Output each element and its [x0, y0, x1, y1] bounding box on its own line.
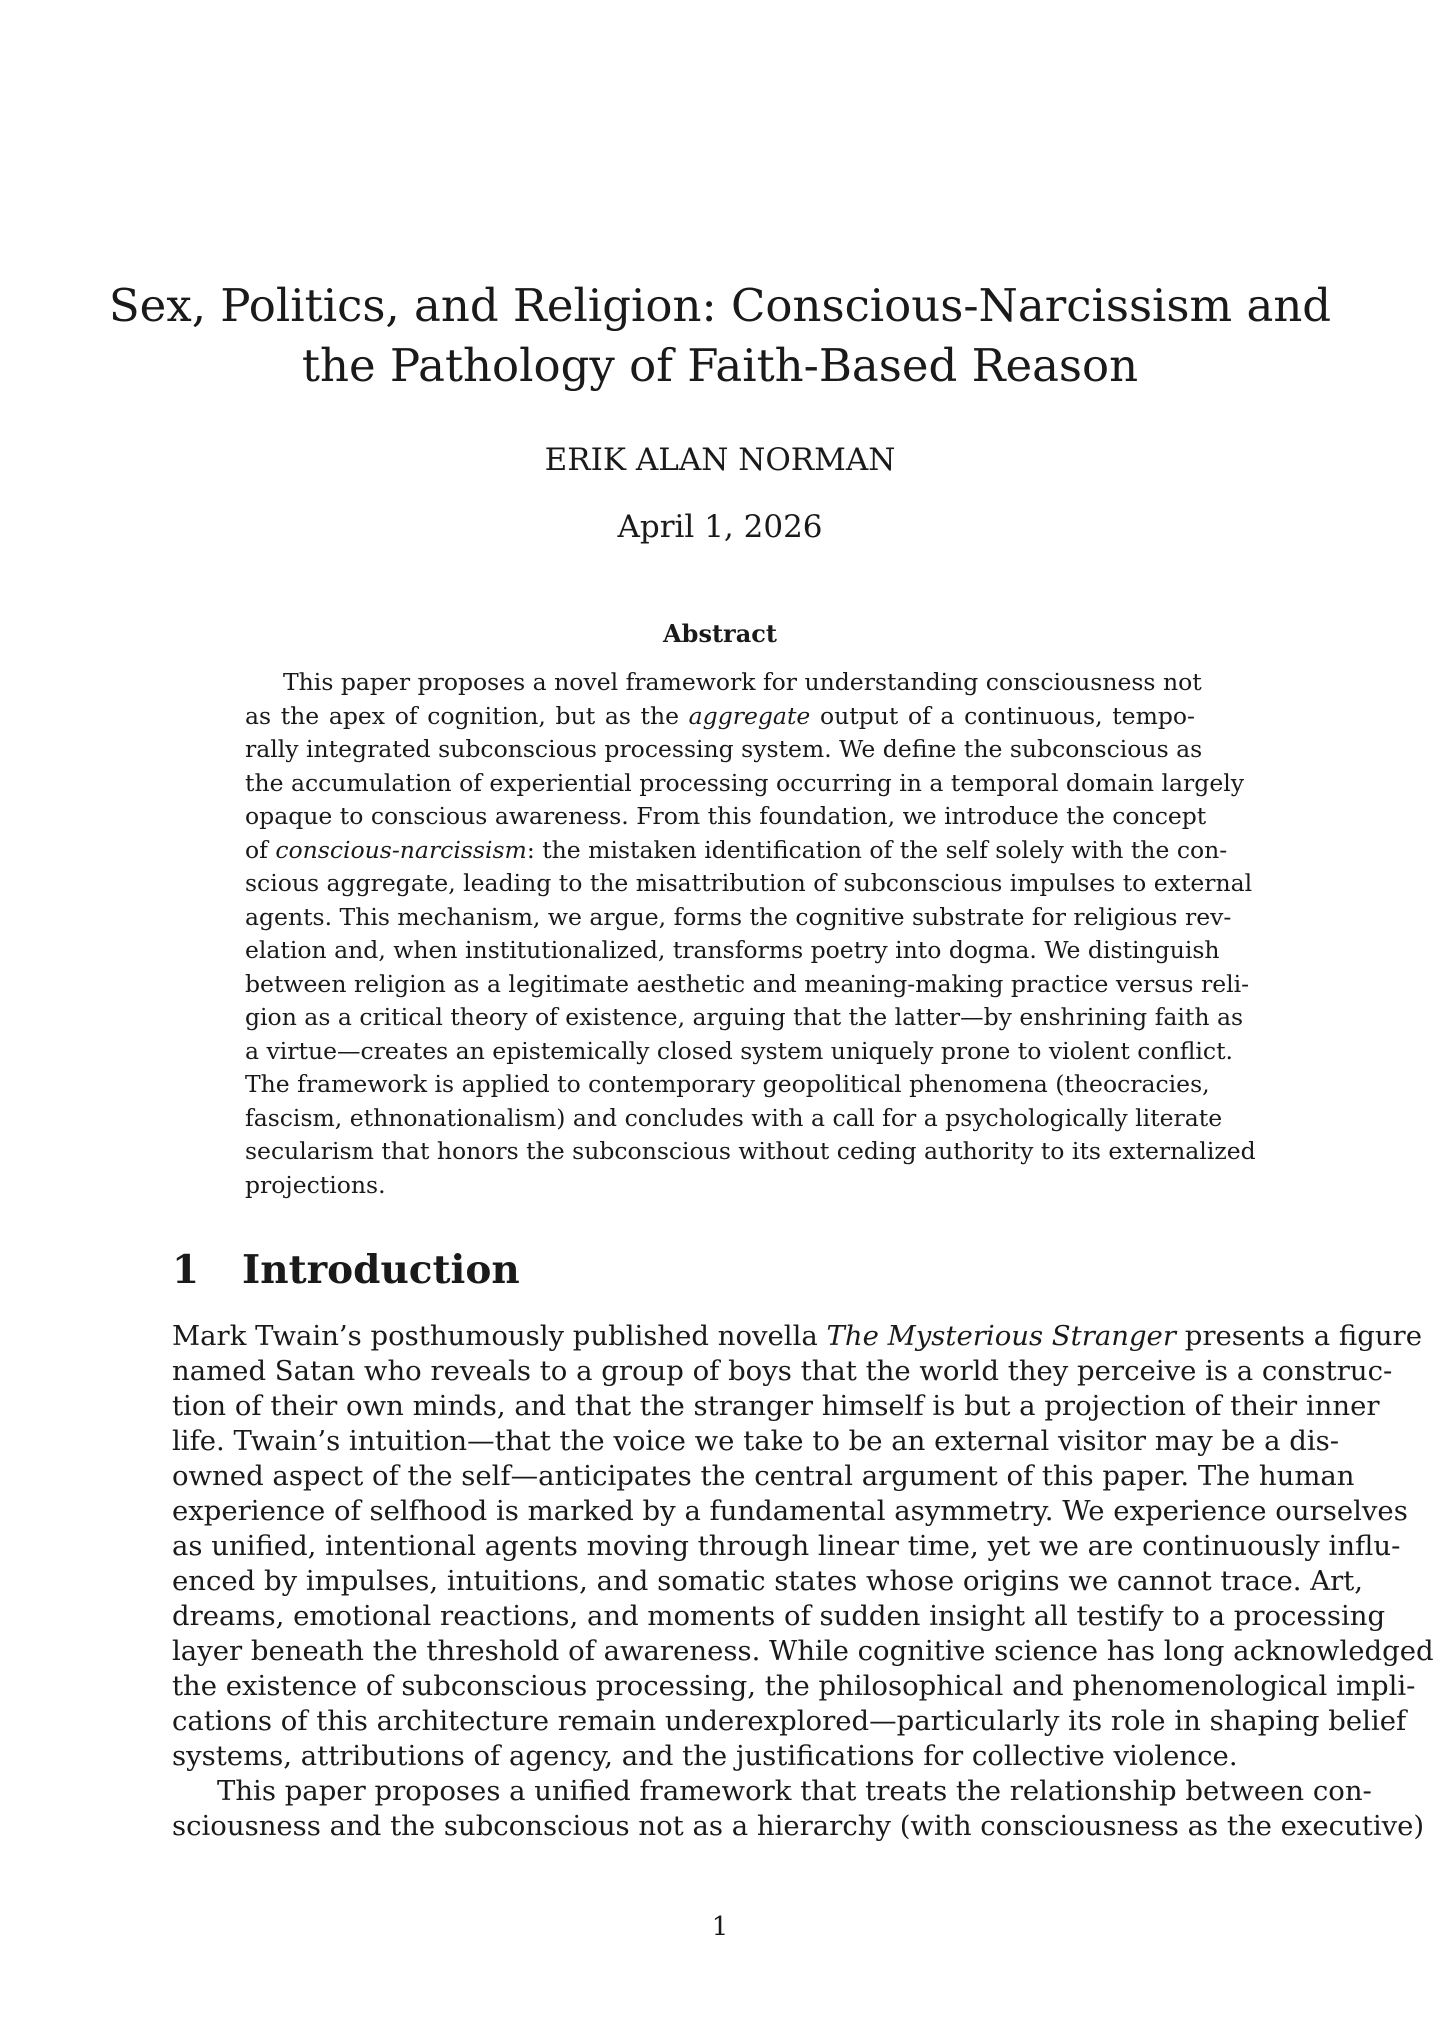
body-line: life. Twain’s intuition—that the voice we take to be an external visitor may be a dis- [172, 1425, 1340, 1457]
body-line: the existence of subconscious processing, the philosophical and phenomenological impli- [172, 1670, 1416, 1702]
italic-phrase: conscious-narcissism [275, 835, 527, 864]
abstract-line: a virtue—creates an epistemically closed system uniquely prone to violent conflict. [245, 1036, 1233, 1065]
body-line: as unified, intentional agents moving through linear time, yet we are continuously influ- [172, 1530, 1401, 1562]
abstract-line: the accumulation of experiential processing occurring in a temporal domain largely [245, 768, 1245, 797]
body-line: owned aspect of the self—anticipates the central argument of this paper. The human [172, 1460, 1355, 1492]
abstract-line: rally integrated subconscious processing system. We define the subconscious as [245, 735, 1203, 763]
section-title: Introduction [242, 1247, 520, 1293]
abstract-line: opaque to conscious awareness. From this foundation, we introduce the concept [245, 802, 1207, 830]
section-number: 1 [172, 1247, 200, 1293]
abstract-line: agents. This mechanism, we argue, forms the cognitive substrate for religious rev- [245, 902, 1232, 931]
body-line: named Satan who reveals to a group of boys that the world they perceive is a construc- [172, 1355, 1393, 1387]
title-line-1: Sex, Politics, and Religion: Conscious-Narcissism and [108, 279, 1332, 332]
italic-phrase: The Mysterious Stranger [826, 1320, 1176, 1352]
abstract-line: This paper proposes a novel framework for understanding consciousness not [283, 668, 1202, 696]
abstract-heading: Abstract [663, 619, 777, 648]
body-line: cations of this architecture remain underexplored—particularly its role in shaping belief [172, 1705, 1407, 1737]
page-number: 1 [711, 1912, 729, 1942]
abstract-line: between religion as a legitimate aesthetic and meaning-making practice versus reli- [245, 969, 1250, 998]
title-line-2: the Pathology of Faith-Based Reason [301, 339, 1139, 392]
body-line: sciousness and the subconscious not as a hierarchy (with consciousness as the executive) [172, 1810, 1425, 1842]
body-line: enced by impulses, intuitions, and somatic states whose origins we cannot trace. Art, [172, 1565, 1364, 1597]
abstract-line: scious aggregate, leading to the misattribution of subconscious impulses to external [245, 869, 1253, 897]
body-line: This paper proposes a unified framework that treats the relationship between con- [217, 1775, 1372, 1807]
abstract-line: elation and, when institutionalized, transforms poetry into dogma. We distinguish [245, 936, 1220, 964]
paper-title [0, 276, 1440, 396]
introduction-body [172, 1319, 1434, 1844]
abstract-body [245, 666, 1256, 1202]
abstract-line: fascism, ethnonationalism) and concludes with a call for a psychologically literate [245, 1103, 1223, 1132]
body-line: dreams, emotional reactions, and moments of sudden insight all testify to a processing [172, 1600, 1386, 1632]
abstract-line: as the apex of cognition, but as the aggregate output of a continuous, tempo- [245, 701, 1195, 730]
body-line: tion of their own minds, and that the stranger himself is but a projection of their inner [172, 1390, 1380, 1422]
section-heading-introduction [172, 1245, 520, 1295]
body-line: systems, attributions of agency, and the justifications for collective violence. [172, 1740, 1238, 1772]
body-line: experience of selfhood is marked by a fundamental asymmetry. We experience ourselves [172, 1495, 1408, 1527]
italic-phrase: aggregate [688, 701, 811, 730]
body-line: layer beneath the threshold of awareness. While cognitive science has long acknowledged [172, 1635, 1434, 1667]
abstract-line: projections. [245, 1170, 386, 1199]
publication-date: April 1, 2026 [617, 509, 823, 545]
abstract-line: secularism that honors the subconscious without ceding authority to its externalized [245, 1137, 1256, 1165]
author-name: ERIK ALAN NORMAN [544, 442, 896, 478]
abstract-line: of conscious-narcissism: the mistaken identification of the self solely with the con- [245, 835, 1228, 864]
abstract-line: gion as a critical theory of existence, arguing that the latter—by enshrining faith as [245, 1003, 1244, 1031]
abstract-line: The framework is applied to contemporary geopolitical phenomena (theocracies, [245, 1070, 1210, 1098]
body-line: Mark Twain’s posthumously published novella The Mysterious Stranger presents a figure [172, 1320, 1422, 1352]
